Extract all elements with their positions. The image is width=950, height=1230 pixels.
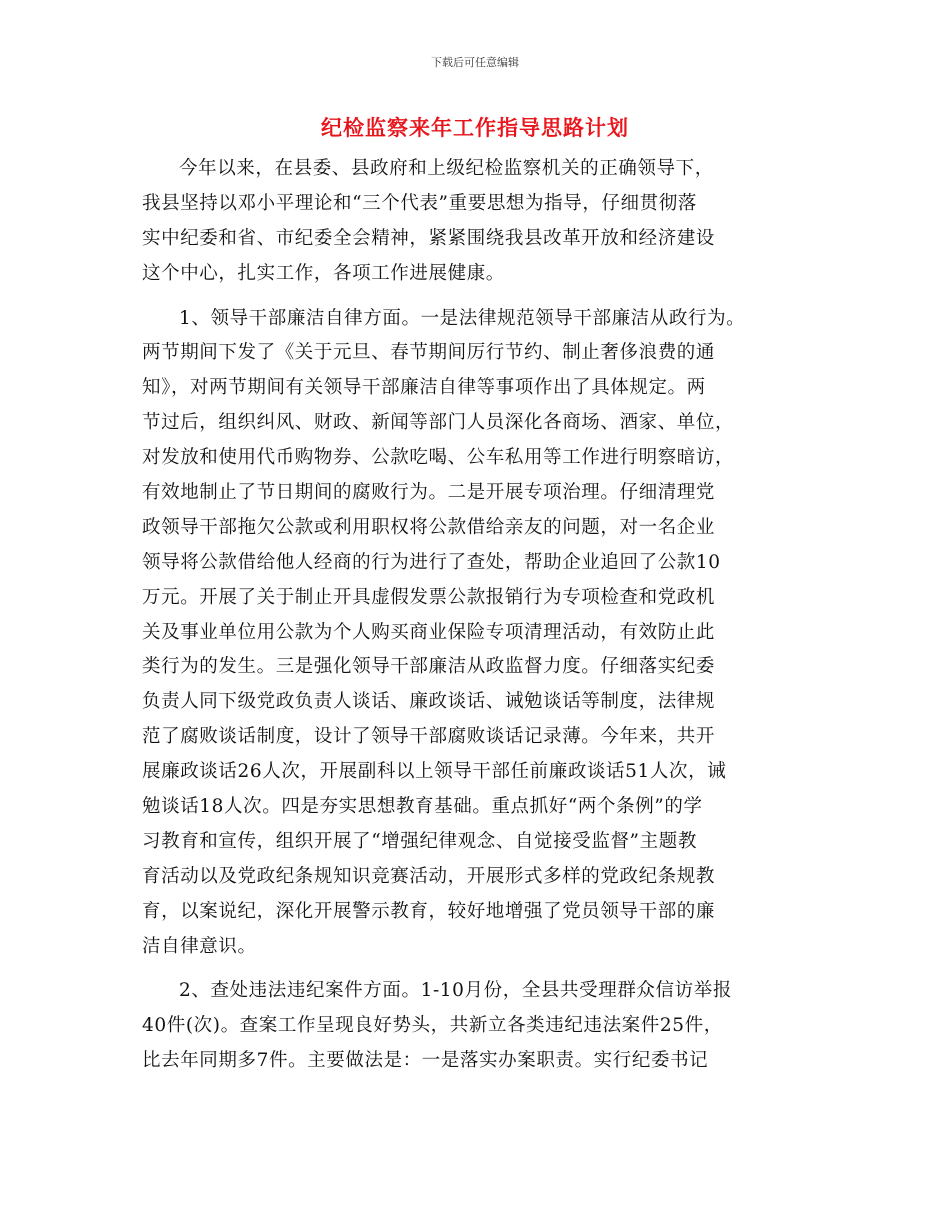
text-line: 知》，对两节期间有关领导干部廉洁自律等事项作出了具体规定。两 <box>142 377 706 399</box>
text-line: 育，以案说纪，深化开展警示教育，较好地增强了党员领导干部的廉 <box>142 900 716 922</box>
text-line: 类行为的发生。三是强化领导干部廉洁从政监督力度。仔细落实纪委 <box>142 656 716 678</box>
text-line: 今年以来，在县委、县政府和上级纪检监察机关的正确领导下， <box>179 158 714 179</box>
text-line: 万元。开展了关于制止开具虚假发票公款报销行为专项检查和党政机 <box>142 586 716 608</box>
text-line: 两节期间下发了《关于元旦、春节期间厉行节约、制止奢侈浪费的通 <box>142 342 716 364</box>
paragraph-1 <box>142 152 822 292</box>
paragraph-3 <box>142 974 822 1079</box>
text-line: 1、领导干部廉洁自律方面。一是法律规范领导干部廉洁从政行为。 <box>179 307 746 329</box>
paragraph-2 <box>142 302 822 965</box>
text-line: 对发放和使用代币购物券、公款吃喝、公车私用等工作进行明察暗访， <box>142 447 735 469</box>
document-body <box>142 152 822 1079</box>
text-line: 习教育和宣传，组织开展了“增强纪律观念、自觉接受监督”主题教 <box>142 830 697 852</box>
document-title: 纪检监察来年工作指导思路计划 <box>321 116 629 140</box>
text-line: 洁自律意识。 <box>142 935 257 957</box>
text-line: 政领导干部拖欠公款或利用职权将公款借给亲友的问题，对一名企业 <box>142 516 716 538</box>
text-line: 比去年同期多7件。主要做法是：一是落实办案职责。实行纪委书记 <box>142 1050 709 1072</box>
text-line: 我县坚持以邓小平理论和“三个代表”重要思想为指导，仔细贯彻落 <box>142 192 697 214</box>
paragraph-gap <box>142 292 822 302</box>
text-line: 领导将公款借给他人经商的行为进行了查处，帮助企业追回了公款10 <box>142 551 721 573</box>
text-line: 勉谈话18人次。四是夯实思想教育基础。重点抓好“两个条例”的学 <box>142 796 703 818</box>
text-line: 范了腐败谈话制度，设计了领导干部腐败谈话记录薄。今年来，共开 <box>142 726 716 748</box>
text-line: 这个中心，扎实工作，各项工作进展健康。 <box>142 262 505 284</box>
text-line: 育活动以及党政纪条规知识竞赛活动，开展形式多样的党政纪条规教 <box>142 865 716 887</box>
text-line: 有效地制止了节日期间的腐败行为。二是开展专项治理。仔细清理党 <box>142 482 716 504</box>
text-line: 节过后，组织纠风、财政、新闻等部门人员深化各商场、酒家、单位， <box>142 412 735 434</box>
text-line: 40件(次)。查案工作呈现良好势头，共新立各类违纪违法案件25件， <box>142 1015 723 1037</box>
text-line: 展廉政谈话26人次，开展副科以上领导干部任前廉政谈话51人次，诫 <box>142 761 727 783</box>
text-line: 实中纪委和省、市纪委全会精神，紧紧围绕我县改革开放和经济建设 <box>142 227 716 249</box>
paragraph-gap <box>142 964 822 974</box>
text-line: 关及事业单位用公款为个人购买商业保险专项清理活动，有效防止此 <box>142 621 716 643</box>
text-line: 2、查处违法违纪案件方面。1-10月份，全县共受理群众信访举报 <box>179 980 732 1002</box>
text-line: 负责人同下级党政负责人谈话、廉政谈话、诫勉谈话等制度，法律规 <box>142 691 716 713</box>
page-header: 下载后可任意编辑 <box>431 56 519 69</box>
